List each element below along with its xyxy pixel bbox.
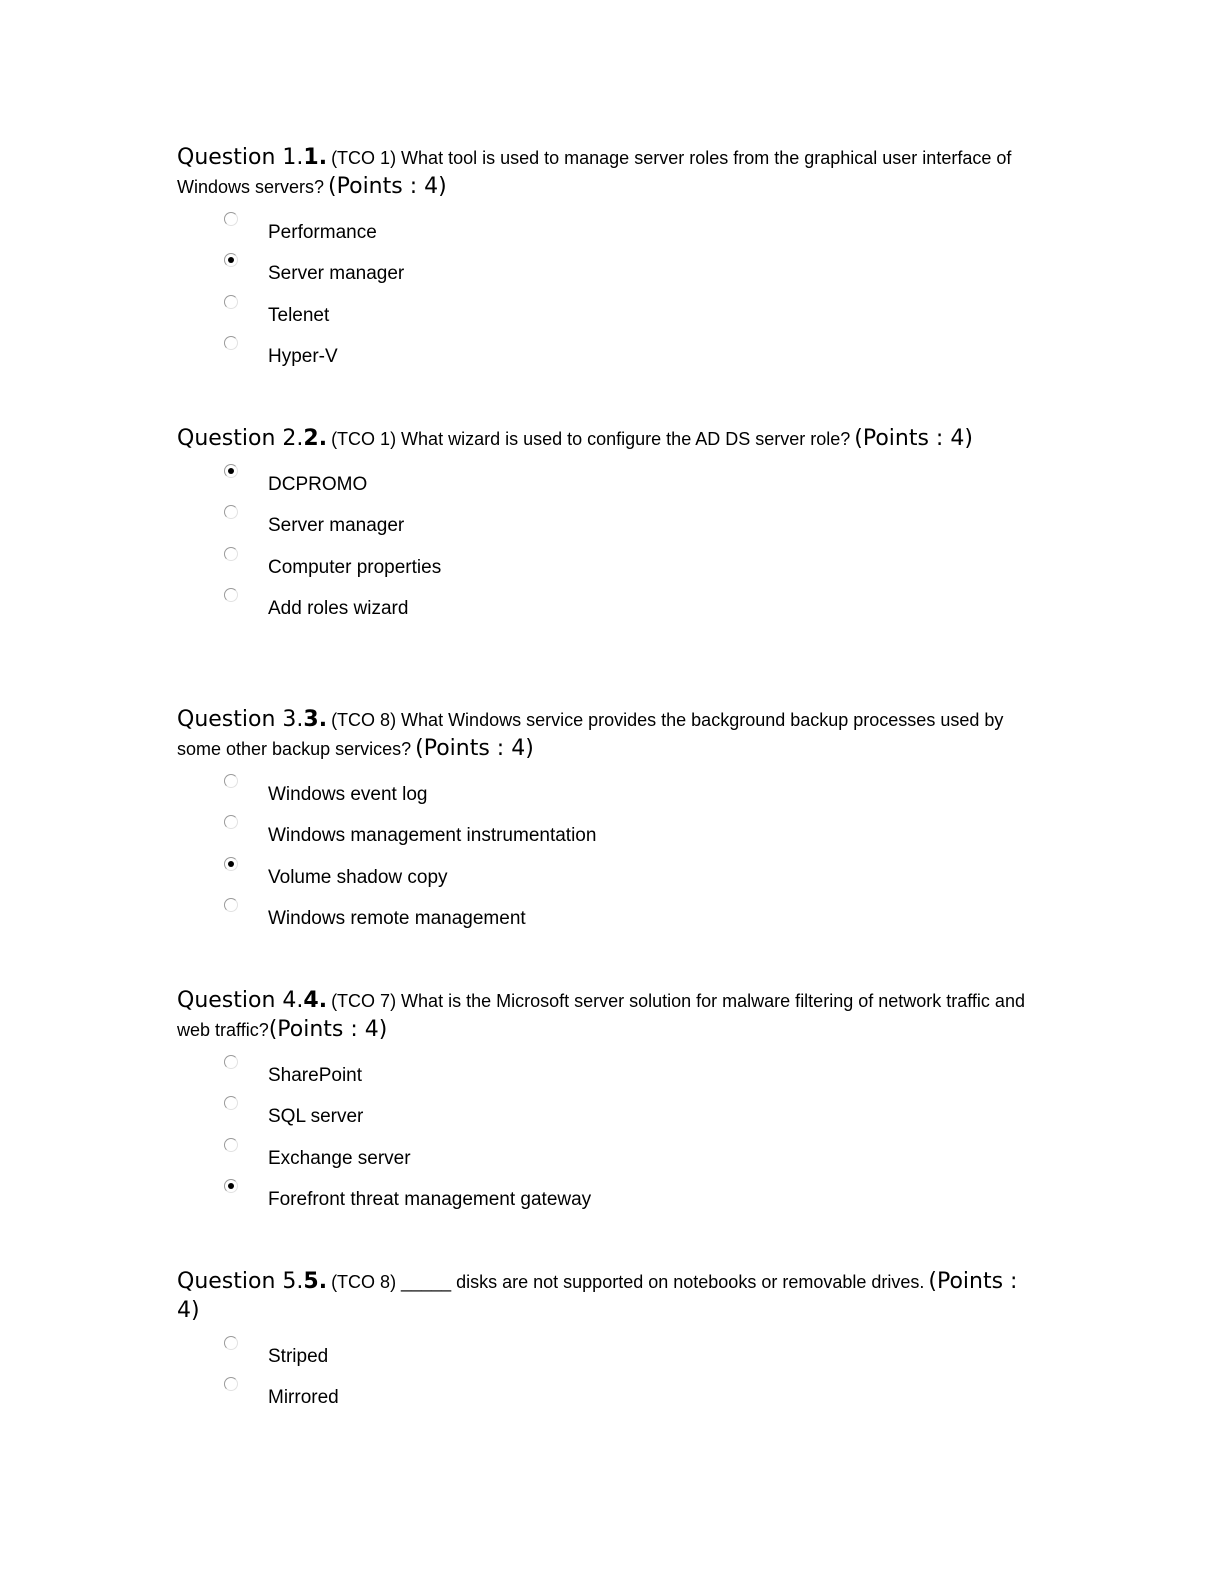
radio-button[interactable] (224, 464, 238, 478)
answer-label: Hyper-V (268, 345, 338, 367)
question-header (177, 706, 1037, 764)
radio-button[interactable] (224, 1336, 238, 1350)
answer-label: Windows remote management (268, 907, 526, 929)
answer-label: Add roles wizard (268, 597, 409, 619)
question-text: (TCO 8) What Windows service provides the background backup processes used by some other backup services? (177, 710, 1004, 759)
answer-option[interactable] (177, 857, 1037, 898)
radio-button[interactable] (224, 505, 238, 519)
question-number: 1. (303, 145, 328, 170)
question-4 (177, 987, 1037, 1220)
radio-button[interactable] (224, 253, 238, 267)
answer-label: Volume shadow copy (268, 866, 448, 888)
question-3 (177, 706, 1037, 939)
radio-button[interactable] (224, 774, 238, 788)
answer-label: Computer properties (268, 556, 442, 578)
question-points: (Points : 4) (177, 1269, 1018, 1323)
radio-button[interactable] (224, 212, 238, 226)
answer-option[interactable] (177, 547, 1037, 588)
question-points: (Points : 4) (854, 426, 973, 451)
answer-option[interactable] (177, 1179, 1037, 1220)
radio-button[interactable] (224, 547, 238, 561)
answer-label: Performance (268, 222, 377, 243)
answer-options (177, 1336, 1037, 1419)
question-header (177, 987, 1037, 1045)
answer-options (177, 774, 1037, 939)
answer-label: Mirrored (268, 1387, 339, 1409)
question-text: (TCO 1) What tool is used to manage server roles from the graphical user interface of Windows servers? (177, 148, 1012, 197)
radio-dot (228, 257, 234, 263)
radio-button[interactable] (224, 295, 238, 309)
answer-label: Windows management instrumentation (268, 825, 597, 847)
radio-dot (228, 861, 234, 867)
question-points: (Points : 4) (328, 174, 447, 199)
answer-option[interactable] (177, 212, 1037, 253)
question-header (177, 425, 1037, 454)
question-number: 4. (303, 988, 328, 1013)
question-label: Question 2. (177, 426, 304, 451)
answer-option[interactable] (177, 1377, 1037, 1418)
answer-option[interactable] (177, 1096, 1037, 1137)
question-label: Question 3. (177, 707, 304, 732)
answer-option[interactable] (177, 774, 1037, 815)
radio-button[interactable] (224, 1377, 238, 1391)
question-label: Question 5. (177, 1269, 304, 1294)
radio-button[interactable] (224, 857, 238, 871)
answer-label: SQL server (268, 1106, 364, 1128)
answer-options (177, 212, 1037, 377)
answer-option[interactable] (177, 505, 1037, 546)
radio-button[interactable] (224, 588, 238, 602)
answer-option[interactable] (177, 1138, 1037, 1179)
question-number: 5. (303, 1269, 328, 1294)
answer-label: SharePoint (268, 1065, 363, 1086)
radio-dot (228, 468, 234, 474)
radio-dot (228, 1183, 234, 1189)
question-text: (TCO 7) What is the Microsoft server solution for malware filtering of network traffic and web traffic? (177, 991, 1025, 1040)
answer-options (177, 1055, 1037, 1220)
answer-option[interactable] (177, 898, 1037, 939)
question-1 (177, 144, 1037, 377)
answer-label: Forefront threat management gateway (268, 1188, 592, 1210)
question-number: 3. (303, 707, 328, 732)
answer-option[interactable] (177, 1336, 1037, 1377)
answer-options (177, 464, 1037, 629)
question-points: (Points : 4) (415, 736, 534, 761)
question-header (177, 1268, 1037, 1326)
answer-option[interactable] (177, 464, 1037, 505)
radio-button[interactable] (224, 815, 238, 829)
radio-button[interactable] (224, 1179, 238, 1193)
question-label: Question 4. (177, 988, 304, 1013)
answer-option[interactable] (177, 295, 1037, 336)
question-number: 2. (303, 426, 328, 451)
question-2 (177, 425, 1037, 629)
radio-button[interactable] (224, 898, 238, 912)
answer-label: DCPROMO (268, 474, 368, 495)
answer-label: Server manager (268, 515, 405, 537)
answer-label: Exchange server (268, 1147, 411, 1169)
answer-option[interactable] (177, 253, 1037, 294)
radio-button[interactable] (224, 1055, 238, 1069)
answer-option[interactable] (177, 588, 1037, 629)
answer-label: Windows event log (268, 784, 428, 805)
answer-label: Striped (268, 1346, 329, 1367)
question-label: Question 1. (177, 145, 304, 170)
radio-button[interactable] (224, 1138, 238, 1152)
radio-button[interactable] (224, 336, 238, 350)
question-header (177, 144, 1037, 202)
question-text: (TCO 8) _____ disks are not supported on notebooks or removable drives. (331, 1272, 925, 1292)
answer-option[interactable] (177, 1055, 1037, 1096)
answer-label: Server manager (268, 263, 405, 285)
radio-button[interactable] (224, 1096, 238, 1110)
question-text: (TCO 1) What wizard is used to configure the AD DS server role? (331, 429, 851, 449)
answer-option[interactable] (177, 336, 1037, 377)
question-5 (177, 1268, 1037, 1419)
question-points: (Points : 4) (268, 1017, 388, 1042)
answer-label: Telenet (268, 304, 330, 326)
answer-option[interactable] (177, 815, 1037, 856)
